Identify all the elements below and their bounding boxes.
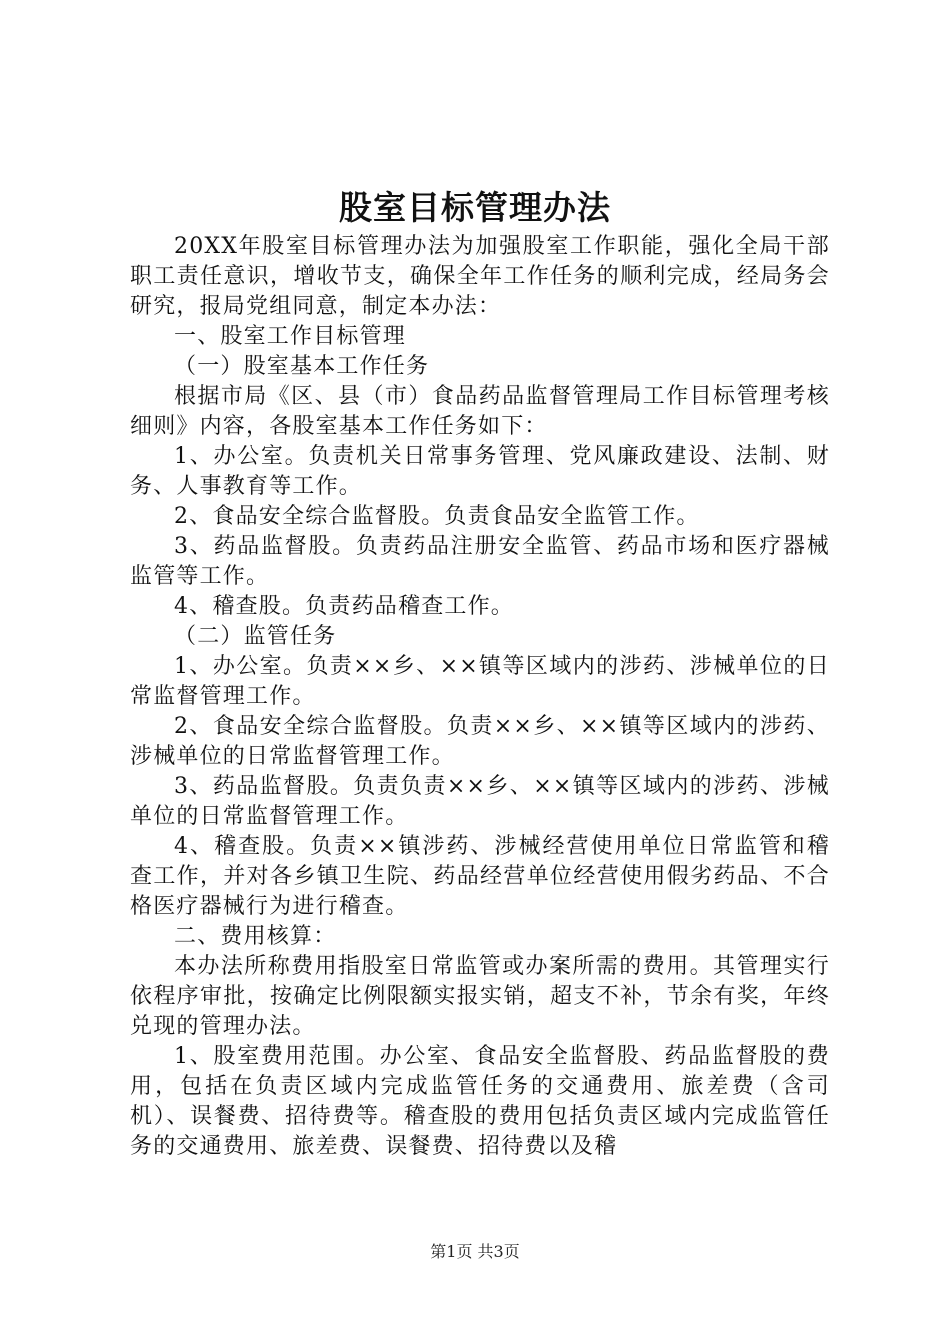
list-item-food-safety-supervision: 2、食品安全综合监督股。负责××乡、××镇等区域内的涉药、涉械单位的日常监督管理工作。 (130, 714, 830, 769)
heading-section-1: 一、股室工作目标管理 (174, 324, 407, 349)
list-item-inspection-supervision: 4、稽查股。负责××镇涉药、涉械经营使用单位日常监管和稽查工作，并对各乡镇卫生院、药品经营单位经营使用假劣药品、不合格医疗器械行为进行稽查。 (130, 834, 830, 919)
document-title: 股室目标管理办法 (339, 188, 611, 227)
list-item-cost-scope: 1、股室费用范围。办公室、食品安全监督股、药品监督股的费用，包括在负责区域内完成监管任务的交通费用、旅差费（含司机）、误餐费、招待费等。稽查股的费用包括负责区域内完成监管任务的交通费用、旅差费、误餐费、招待费以及稽 (130, 1044, 830, 1159)
heading-subsection-2: （二）监管任务 (174, 624, 337, 649)
paragraph-cost-definition: 本办法所称费用指股室日常监管或办案所需的费用。其管理实行依程序审批，按确定比例限额实报实销，超支不补，节余有奖，年终兑现的管理办法。 (130, 954, 830, 1039)
page-indicator: 第1页 共3页 (430, 1242, 520, 1261)
heading-subsection-1: （一）股室基本工作任务 (174, 354, 430, 379)
list-item-food-safety: 2、食品安全综合监督股。负责食品安全监管工作。 (174, 504, 700, 529)
list-item-office-supervision: 1、办公室。负责××乡、××镇等区域内的涉药、涉械单位的日常监督管理工作。 (130, 654, 830, 709)
heading-section-2: 二、费用核算： (174, 924, 337, 949)
document-body (130, 232, 830, 1162)
paragraph-intro: 20XX年股室目标管理办法为加强股室工作职能，强化全局干部职工责任意识，增收节支，确保全年工作任务的顺利完成，经局务会研究，报局党组同意，制定本办法： (130, 234, 830, 319)
list-item-office: 1、办公室。负责机关日常事务管理、党风廉政建设、法制、财务、人事教育等工作。 (130, 444, 830, 499)
paragraph-basis: 根据市局《区、县（市）食品药品监督管理局工作目标管理考核细则》内容，各股室基本工作任务如下： (130, 384, 830, 439)
list-item-drug-supervision-area: 3、药品监督股。负责负责××乡、××镇等区域内的涉药、涉械单位的日常监督管理工作。 (130, 774, 830, 829)
list-item-inspection: 4、稽查股。负责药品稽查工作。 (174, 594, 514, 619)
list-item-drug-supervision: 3、药品监督股。负责药品注册安全监管、药品市场和医疗器械监管等工作。 (130, 534, 830, 589)
